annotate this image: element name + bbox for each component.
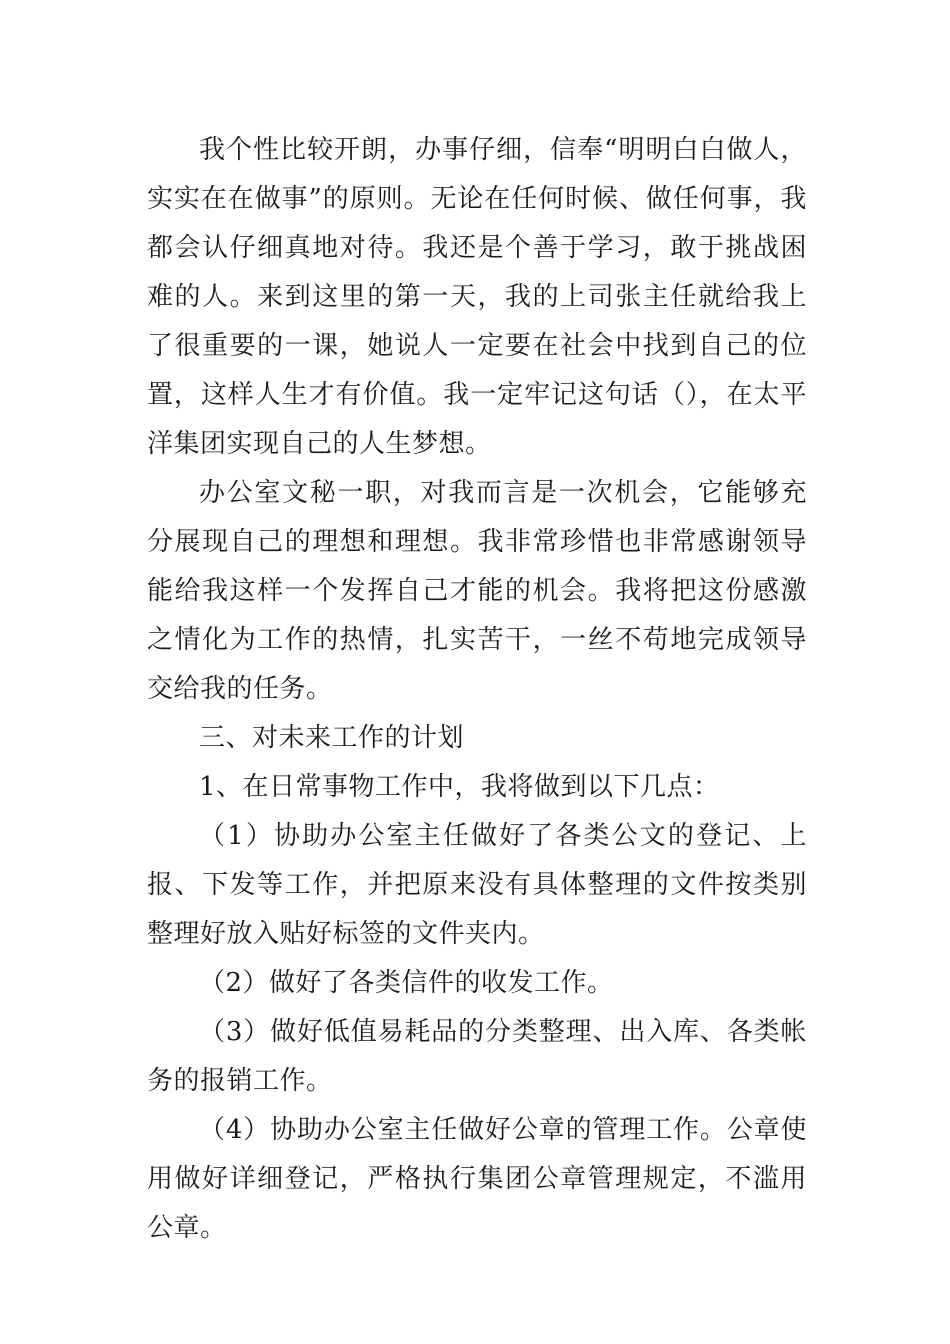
paragraph-secretary-role: 办公室文秘一职，对我而言是一次机会，它能够充分展现自己的理想和理想。我非常珍惜也非常感谢领导能给我这样一个发挥自己才能的机会。我将把这份感激之情化为工作的热情，扎实苦干，一丝不苟地完成领导交给我的任务。 [147,478,807,704]
list-item-seal-management: （4）协助办公室主任做好公章的管理工作。公章使用做好详细登记，严格执行集团公章管理规定，不滥用公章。 [147,1115,807,1243]
document-body [147,126,807,1253]
list-item-mail: （2）做好了各类信件的收发工作。 [199,968,614,998]
paragraph-daily-work-intro: 1、在日常事物工作中，我将做到以下几点： [199,772,720,802]
list-item-documents: （1）协助办公室主任做好了各类公文的登记、上报、下发等工作，并把原来没有具体整理的文件按类别整理好放入贴好标签的文件夹内。 [147,821,807,949]
paragraph-personality: 我个性比较开朗，办事仔细，信奉“明明白白做人，实实在在做事”的原则。无论在任何时候、做任何事，我都会认仔细真地对待。我还是个善于学习，敢于挑战困难的人。来到这里的第一天，我的上司张主任就给我上了很重要的一课，她说人一定要在社会中找到自己的位置，这样人生才有价值。我一定牢记这句话（），在太平洋集团实现自己的人生梦想。 [147,135,807,459]
list-item-consumables: （3）做好低值易耗品的分类整理、出入库、各类帐务的报销工作。 [147,1017,807,1096]
section-heading-future-plan: 三、对未来工作的计划 [199,723,465,753]
